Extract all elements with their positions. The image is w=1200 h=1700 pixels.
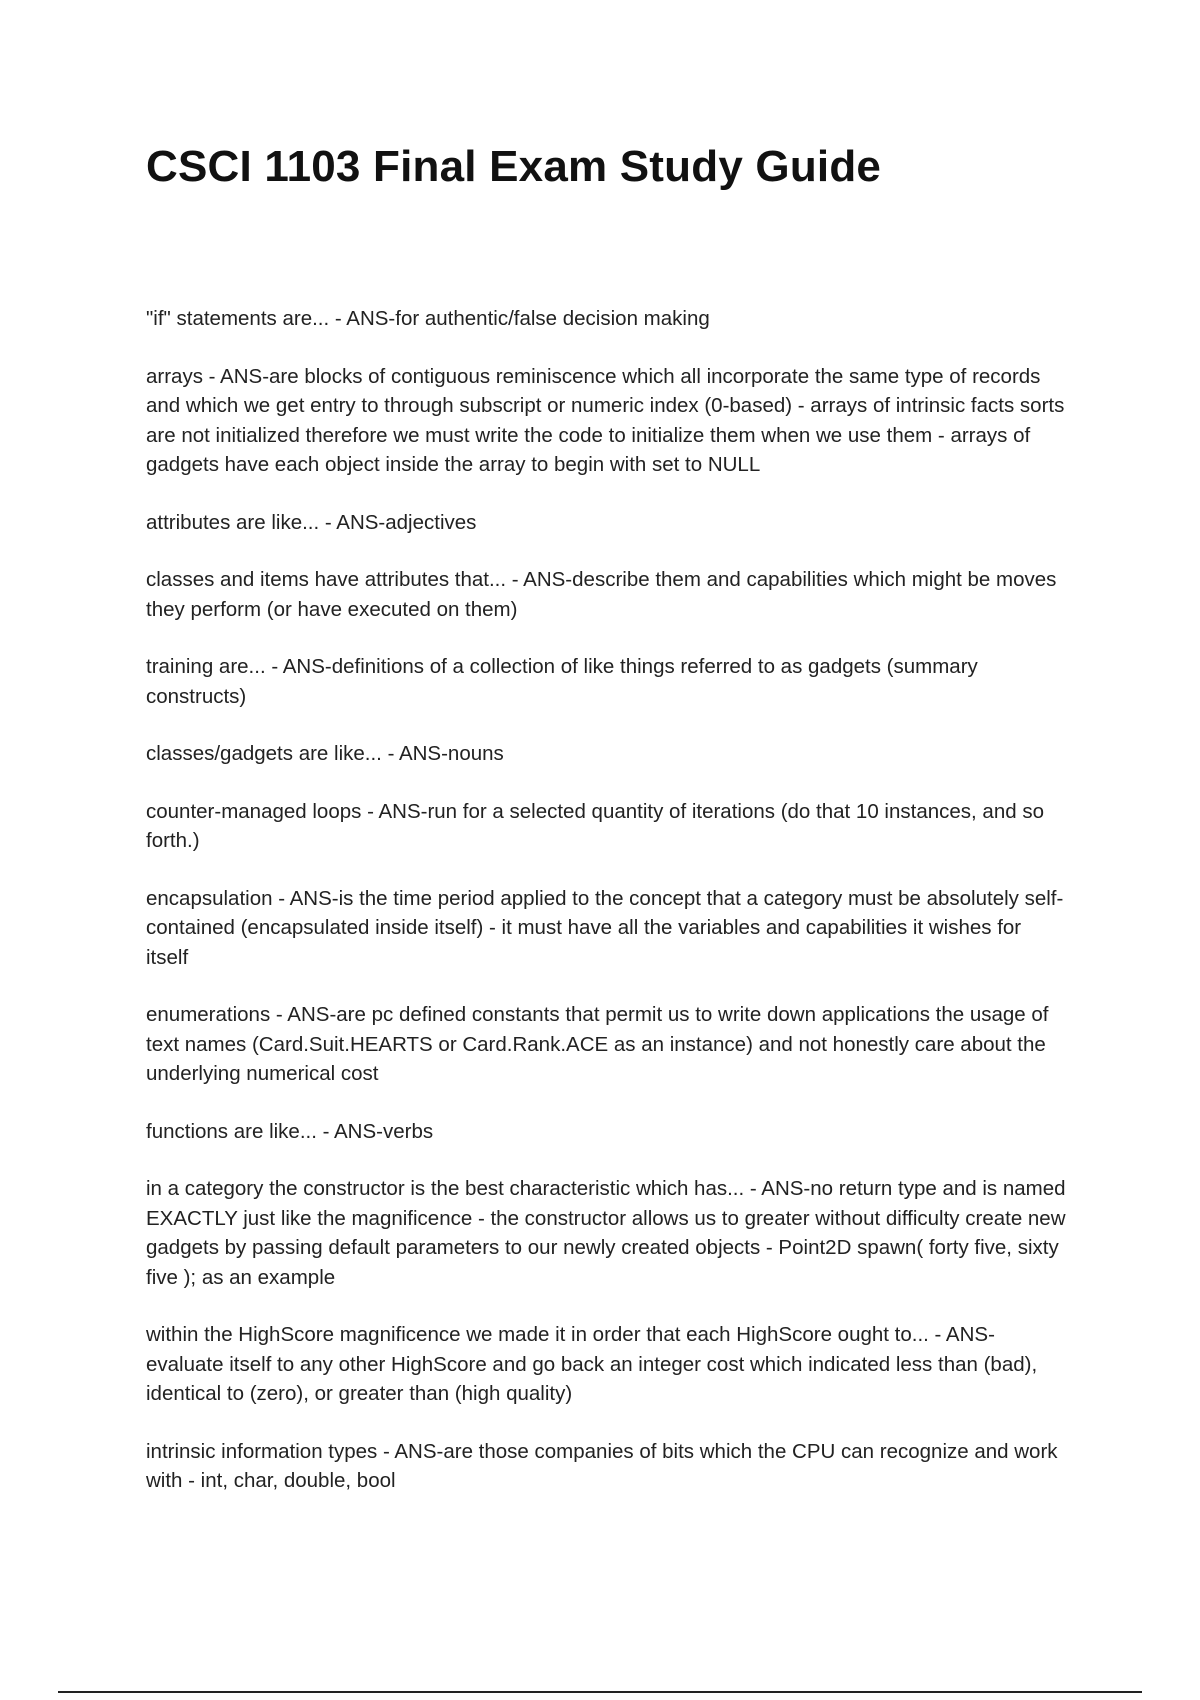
document-title: CSCI 1103 Final Exam Study Guide: [146, 142, 882, 191]
qa-item: attributes are like... - ANS-adjectives: [146, 510, 477, 534]
qa-item: functions are like... - ANS-verbs: [146, 1119, 434, 1143]
qa-item: enumerations - ANS-are pc defined constants that permit us to write down applications the usage of text names (Card.Suit.HEARTS or Card.Rank.ACE as an instance) and not honestly care about the underlying numerical cost: [146, 1003, 1049, 1085]
qa-item: in a category the constructor is the best characteristic which has... - ANS-no return type and is named EXACTLY just like the magnificence - the constructor allows us to greater without difficulty create new gadgets by passing default parameters to our newly created objects - Point2D spawn( forty five, sixty five ); as an example: [146, 1177, 1066, 1289]
qa-item: training are... - ANS-definitions of a collection of like things referred to as gadgets (summary constructs): [146, 655, 978, 708]
qa-item: intrinsic information types - ANS-are those companies of bits which the CPU can recognize and work with - int, char, double, bool: [146, 1439, 1058, 1492]
qa-item: "if" statements are... - ANS-for authentic/false decision making: [146, 307, 710, 330]
study-guide-list: [146, 304, 1066, 1524]
footer-divider: [58, 1691, 1142, 1693]
qa-item: classes/gadgets are like... - ANS-nouns: [146, 742, 504, 765]
qa-item: classes and items have attributes that... - ANS-describe them and capabilities which might be moves they perform (or have executed on them): [146, 568, 1057, 621]
qa-item: encapsulation - ANS-is the time period applied to the concept that a category must be absolutely self-contained (encapsulated inside itself) - it must have all the variables and capabilities it wishes for itself: [146, 886, 1064, 969]
qa-item: arrays - ANS-are blocks of contiguous reminiscence which all incorporate the same type of records and which we get entry to through subscript or numeric index (0-based) - arrays of intrinsic facts sorts are not initialized therefore we must write the code to initialize them when we use them - arrays of gadgets have each object inside the array to begin with set to NULL: [146, 364, 1065, 476]
qa-item: counter-managed loops - ANS-run for a selected quantity of iterations (do that 10 instances, and so forth.): [146, 799, 1044, 852]
qa-item: within the HighScore magnificence we made it in order that each HighScore ought to... - ANS-evaluate itself to any other HighScore and go back an integer cost which indicated less than (bad), identical to (zero), or greater than (high quality): [146, 1323, 1038, 1405]
